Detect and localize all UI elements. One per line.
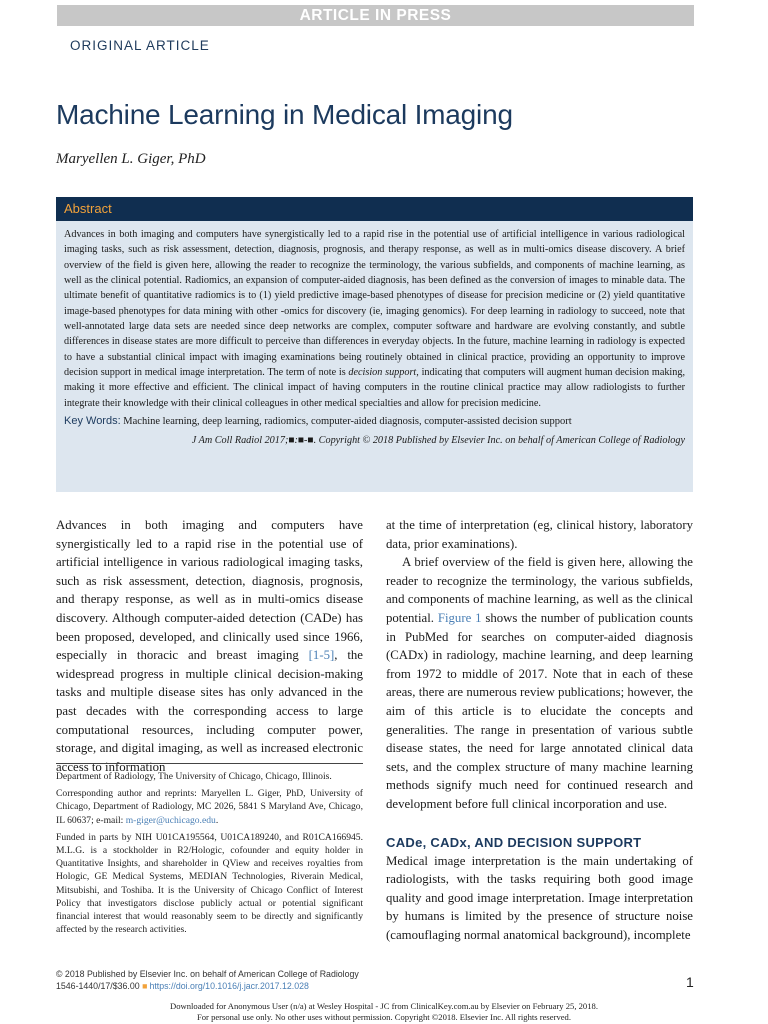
issn-doi-line	[56, 980, 359, 992]
reference-link[interactable]: [1-5]	[308, 648, 335, 663]
author-line: Maryellen L. Giger, PhD	[56, 151, 206, 167]
download-notice-line-1: Downloaded for Anonymous User (n/a) at Wesley Hospital - JC from ClinicalKey.com.au by Elsevier on February 25, 2018.	[170, 1001, 598, 1011]
keywords-label: Key Words:	[64, 415, 121, 428]
article-type-label: ORIGINAL ARTICLE	[70, 38, 210, 53]
copyright-line: © 2018 Published by Elsevier Inc. on behalf of American College of Radiology	[56, 969, 359, 979]
article-in-press-banner: ARTICLE IN PRESS	[57, 5, 694, 26]
footnote-divider	[56, 763, 363, 764]
corresponding-text-end: .	[215, 814, 219, 826]
copyright-block	[56, 968, 359, 992]
body-paragraph: at the time of interpretation (eg, clinical history, laboratory data, prior examinations).	[386, 518, 693, 551]
issn-price: 1546-1440/17/$36.00	[56, 981, 140, 991]
bullet-icon: ■	[142, 981, 148, 991]
section-heading: CADe, CADx, AND DECISION SUPPORT	[386, 834, 642, 850]
email-link[interactable]: m-giger@uchicago.edu	[125, 814, 216, 826]
keywords-line	[56, 411, 693, 430]
body-paragraph: Medical image interpretation is the main undertaking of radiologists, with the tasks requiring both good image quality and good image interpretation. Image interpretation by humans is limited by the presence of structure noise (camouflaging normal anatomical background), incomplete	[386, 853, 693, 942]
journal-citation: J Am Coll Radiol 2017;■:■-■. Copyright © 2018 Published by Elsevier Inc. on behalf of American College of Radiology	[191, 435, 685, 447]
body-column-right	[386, 516, 693, 944]
footnotes	[56, 770, 363, 940]
affiliation-note: Department of Radiology, The University of Chicago, Chicago, Illinois.	[56, 771, 332, 782]
abstract-text	[56, 221, 693, 411]
doi-link[interactable]: https://doi.org/10.1016/j.jacr.2017.12.028	[149, 981, 309, 991]
body-text: Advances in both imaging and computers have synergistically led to a rapid rise in the potential use of artificial intelligence in various radiological imaging tasks, such as risk assessment, detection, diagnosis, prognosis, and therapy response, as well as in multi-omics disease discovery. Although computer-aided detection (CADe) has been proposed, developed, and clinically used since 1966, especially in thoracic and breast imaging	[56, 518, 363, 663]
download-notice	[0, 1001, 768, 1022]
abstract-text-part-2: , indicating that computers will augment human decision making, making it more effective and efficient. The clinical impact of having computers in the routine clinical practice may allow radiologists to further integrate their knowledge with their clinical colleagues in other medical specialties and allow for precision medicine.	[64, 367, 685, 409]
page-number: 1	[686, 974, 694, 990]
abstract-text-part-1: Advances in both imaging and computers have synergistically led to a rapid rise in the potential use of artificial intelligence in various radiological imaging tasks, such as risk assessment, detection, diagnosis, prognosis, and therapy response, as well as in multi-omics disease discovery. A brief overview of the field is given here, allowing the reader to recognize the terminology, the various subfields, and components of machine learning, as well as the clinical potential. Radiomics, an expansion of computer-aided diagnosis, has been defined as the conversion of images to minable data. The ultimate benefit of quantitative radiomics is to (1) yield predictive image-based phenotypes of disease for precision medicine or (2) yield quantitative image-based phenotypes for data mining with other -omics for discovery (ie, imaging genomics). For deep learning in radiology to succeed, note that well-annotated large data sets are needed since deep networks are complex, computer software and hardware are evolving constantly, and subtle differences in disease states are more difficult to perceive than differences in everyday objects. In the future, machine learning in radiology is expected to have a substantial clinical impact with imaging examinations being routinely obtained in clinical practice, providing an opportunity to improve decision support in medical image interpretation. The term of note is	[64, 229, 685, 379]
body-column-left	[56, 516, 363, 776]
abstract-emphasis-term: decision support	[348, 367, 417, 379]
keywords-list: Machine learning, deep learning, radiomics, computer-aided diagnosis, computer-assisted decision support	[123, 416, 572, 428]
corresponding-text: Corresponding author and reprints: Maryellen L. Giger, PhD, University of Chicago, Department of Radiology, MC 2026, 5841 S Maryland Ave, Chicago, IL 60637; e-mail:	[56, 788, 363, 826]
abstract-box	[56, 197, 693, 492]
figure-link[interactable]: Figure 1	[437, 610, 482, 625]
corresponding-author-note	[56, 787, 363, 827]
body-text: shows the number of publication counts in PubMed for searches on computer-aided diagnosis (CADx) in radiology, machine learning, and deep learning from 1972 to middle of 2017. Note that in each of these areas, there are numerous review publications; however, the aim of this article is to elucidate the concepts and generalities. The range in presentation of various subtle disease states, the need for large annotated clinical data sets, and the complex structure of many machine learning methods signify much need for continued research and development before full clinical incorporation and use.	[386, 610, 694, 811]
abstract-heading: Abstract	[56, 197, 693, 221]
body-text: A brief overview of the field is given here, allowing the reader to recognize the terminology, the various subfields, and components of machine learning, as well as the clinical potential.	[386, 555, 693, 625]
body-text: , the widespread progress in multiple clinical decision-making tasks and multiple disease sites has only advanced in the past decades with the corresponding access to large computational resources, including computer power, storage, and digital imaging, as well as increased electronic access to information	[56, 648, 363, 774]
body-paragraph	[386, 553, 693, 813]
funding-note: Funded in parts by NIH U01CA195564, U01CA189240, and R01CA166945. M.L.G. is a stockholder in R2/Hologic, cofounder and equity holder in Quantitative Insights, and shareholder in QView and receives royalties from Hologic, GE Medical Systems, MEDIAN Technologies, Riverain Medical, Mitsubishi, and Toshiba. It is the University of Chicago Conflict of Interest Policy that investigators disclose publicly actual or potential significant financial interest that would reasonably seem to be directly and significantly affected by the research activities.	[56, 831, 363, 936]
article-title: Machine Learning in Medical Imaging	[56, 99, 513, 130]
download-notice-line-2: For personal use only. No other uses without permission. Copyright ©2018. Elsevier Inc. All rights reserved.	[196, 1011, 572, 1022]
body-paragraph	[56, 516, 363, 776]
